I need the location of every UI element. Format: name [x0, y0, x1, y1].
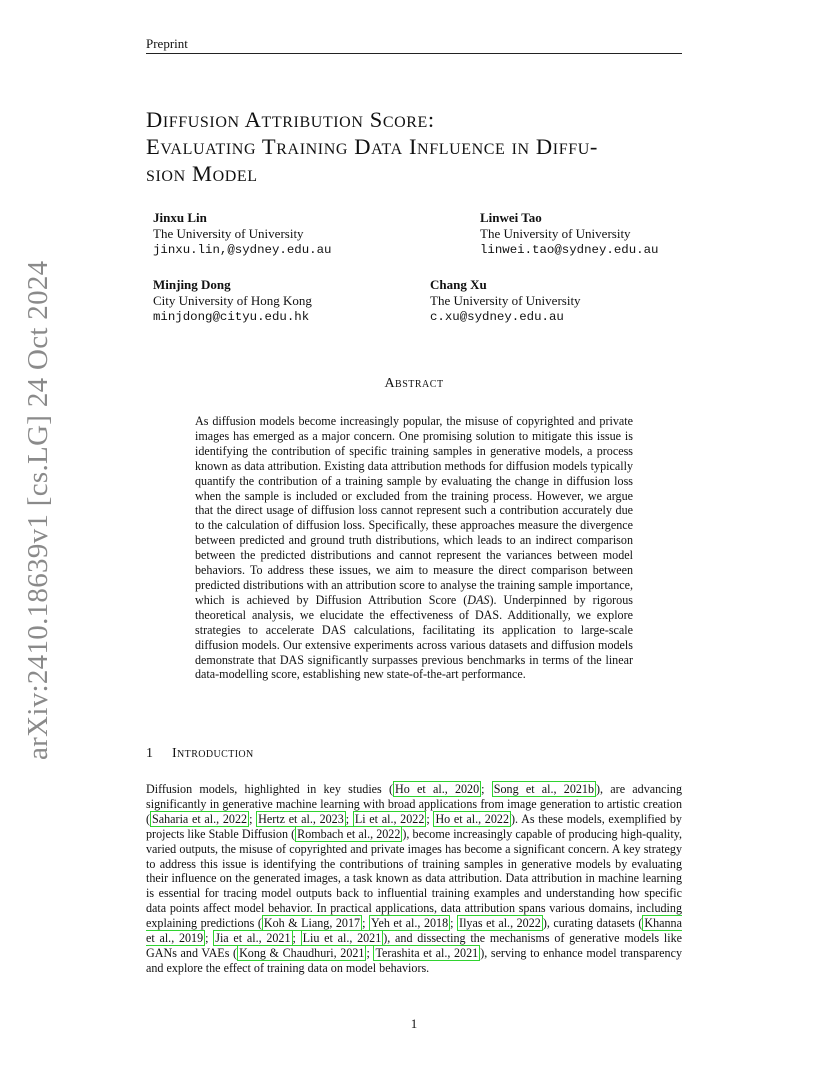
abstract-heading: Abstract [384, 376, 444, 391]
citation-link[interactable]: Li et al., 2022 [354, 811, 425, 826]
author-email[interactable]: minjdong@cityu.edu.hk [153, 310, 310, 324]
body-text: Diffusion models, highlighted in key studies ( [146, 782, 394, 796]
intro-paragraph [146, 782, 682, 976]
title-line: sion Model [146, 161, 258, 186]
citation-link[interactable]: Jia et al., 2021 [215, 931, 291, 946]
header-rule [146, 53, 682, 54]
citation-link[interactable]: Yeh et al., 2018 [370, 916, 449, 931]
author-email[interactable]: jinxu.lin,@sydney.edu.au [153, 243, 332, 257]
citation-link[interactable]: Khanna et al., 2019 [146, 916, 682, 946]
author-name: Minjing Dong [153, 277, 231, 292]
body-text: ). As these models, exemplified by projects like Stable Diffusion ( [146, 811, 682, 841]
author-affiliation: City University of Hong Kong [153, 293, 312, 308]
author-affiliation: The University of University [153, 226, 304, 241]
author-name: Linwei Tao [480, 210, 542, 225]
title-line: Evaluating Training Data Influence in Diffu- [146, 134, 598, 159]
arxiv-side-stamp: arXiv:2410.18639v1 [cs.LG] 24 Oct 2024 [22, 260, 54, 760]
author-block [153, 210, 331, 258]
body-text: ), serving to enhance model transparency and explore the effect of training data on model behaviors. [146, 945, 682, 975]
citation-link[interactable]: Ho et al., 2022 [435, 811, 509, 826]
citation-link[interactable]: Saharia et al., 2022 [152, 811, 248, 826]
body-text: ; [362, 916, 369, 931]
citation-link[interactable]: Ilyas et al., 2022 [459, 916, 541, 931]
abstract-emphasis: DAS [467, 592, 490, 607]
body-text: ; [366, 945, 374, 960]
citation-link[interactable]: Terashita et al., 2021 [375, 945, 479, 960]
section-number: 1 [146, 746, 153, 761]
abstract-text-part: As diffusion models become increasingly popular, the misuse of copyrighted and private images has emerged as a major concern. One promising solution to mitigate this issue is identifying the contribution of specific training samples in generative models, a process known as data attribution. Existing data attribution methods for diffusion models typically quantify the contribution of a training sample by evaluating the change in diffusion loss when the sample is included or excluded from the training process. However, we argue that the direct usage of diffusion loss cannot represent such a contribution accurately due to the calculation of diffusion loss. Specifically, these approaches measure the divergence between predicted and ground truth distributions, which leads to an indirect comparison between the predicted distributions and cannot represent the variances between model behaviors. To address these issues, we aim to measure the direct comparison between predicted distributions with an attribution score to analyse the training sample importance, which is achieved by Diffusion Attribution Score ( [195, 414, 633, 607]
section-title: Introduction [172, 746, 254, 761]
paper-title [146, 106, 706, 187]
citation-link[interactable]: Liu et al., 2021 [302, 931, 382, 946]
author-block [153, 277, 312, 325]
abstract-text-part: ). Underpinned by rigorous theoretical analysis, we elucidate the effectiveness of DAS. Additionally, we explore strategies to accelerate DAS calculations, facilitating its application to large-scale diffusion models. Our extensive experiments across various datasets and diffusion models demonstrate that DAS significantly surpasses previous benchmarks in terms of the linear data-modelling score, establishing new state-of-the-art performance. [195, 592, 633, 682]
citation-link[interactable]: Kong & Chaudhuri, 2021 [239, 945, 365, 960]
author-block [480, 210, 658, 258]
title-line: Diffusion Attribution Score: [146, 107, 435, 132]
body-text: ; [205, 931, 214, 946]
citation-link[interactable]: Song et al., 2021b [493, 782, 595, 796]
body-text: ; [450, 916, 458, 931]
author-name: Chang Xu [430, 277, 487, 292]
body-text: ; [426, 811, 434, 826]
page-number: 1 [410, 1016, 418, 1031]
body-text: ), are advancing significantly in generative machine learning with broad applications from image generation to artistic creation ( [146, 782, 682, 826]
citation-link[interactable]: Hertz et al., 2023 [258, 811, 344, 826]
running-header: Preprint [146, 36, 188, 51]
author-affiliation: The University of University [480, 226, 631, 241]
section-heading [146, 746, 254, 762]
author-affiliation: The University of University [430, 293, 581, 308]
author-email[interactable]: c.xu@sydney.edu.au [430, 310, 564, 324]
citation-link[interactable]: Rombach et al., 2022 [297, 826, 401, 841]
body-text: ; [481, 782, 492, 796]
body-text: ), curating datasets ( [542, 916, 643, 931]
author-block [430, 277, 581, 325]
citation-link[interactable]: Koh & Liang, 2017 [263, 916, 361, 931]
author-email[interactable]: linwei.tao@sydney.edu.au [480, 243, 659, 257]
body-text: ), and dissecting the mechanisms of generative models like GANs and VAEs ( [146, 931, 682, 960]
body-text: ; [292, 931, 301, 946]
body-text: ; [345, 811, 353, 826]
body-text: ), become increasingly capable of producing high-quality, varied outputs, the misuse of copyrighted and private images has become a significant concern. A key strategy to address this issue is identifying the contributions of training samples in generative models by evaluating their influence on the generated images, a task known as data attribution. Data attribution in machine learning is essential for tracing model outputs back to influential training examples and understanding how specific data points affect model behavior. In practical applications, data attribution spans various domains, including explaining predictions ( [146, 826, 682, 931]
author-name: Jinxu Lin [153, 210, 207, 225]
citation-link[interactable]: Ho et al., 2020 [395, 782, 480, 796]
body-text: ; [249, 811, 257, 826]
abstract-text [195, 414, 633, 682]
